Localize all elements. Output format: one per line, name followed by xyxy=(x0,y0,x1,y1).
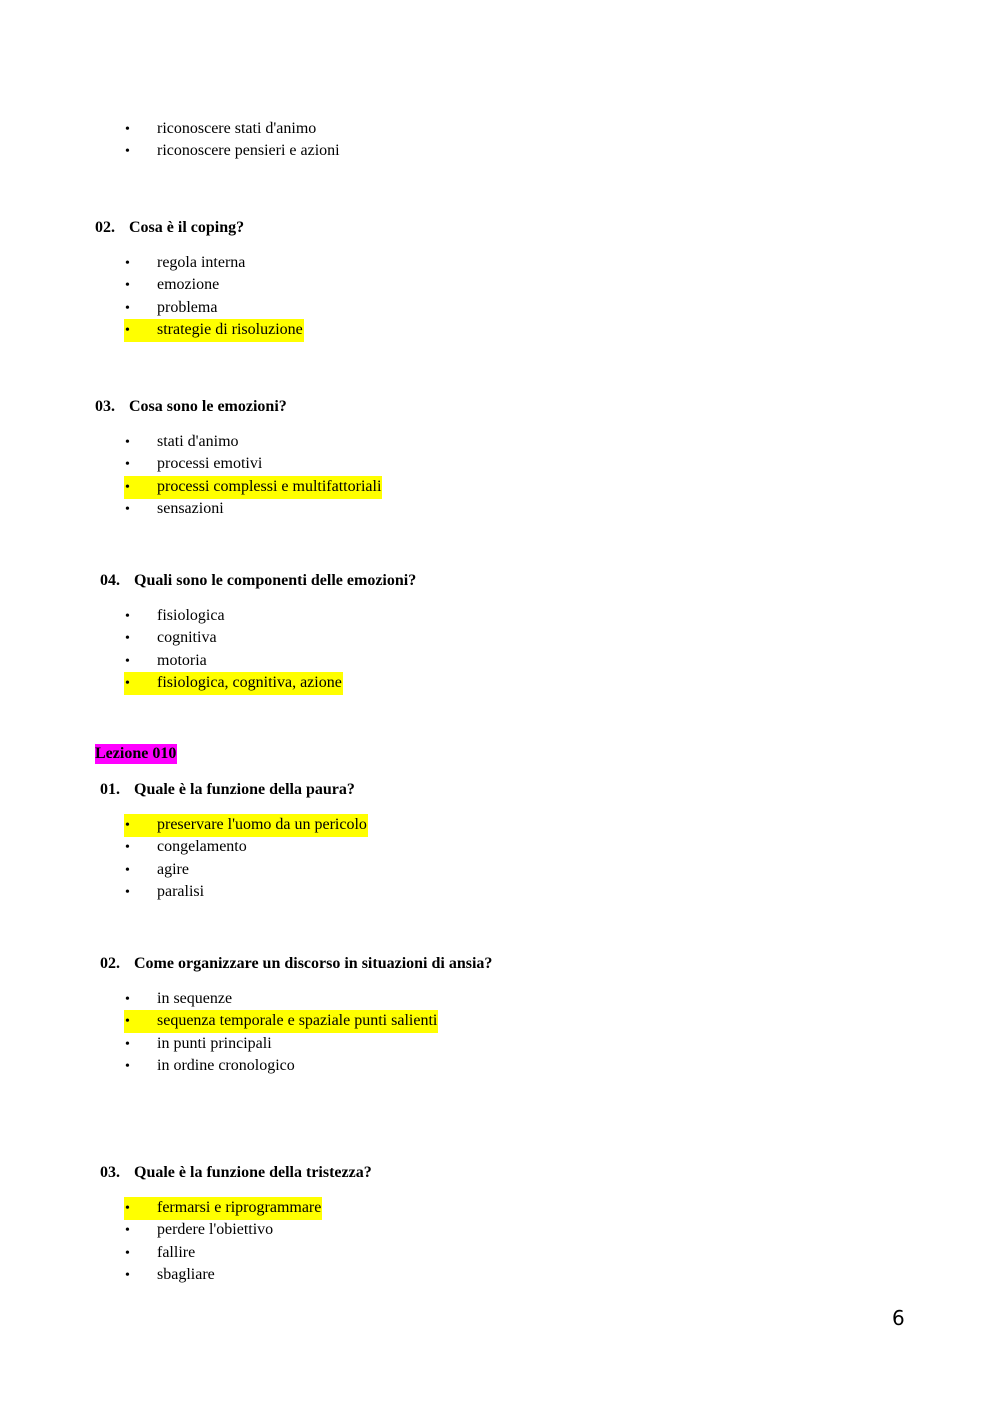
bullet-icon: • xyxy=(125,1223,130,1239)
answer-text: in punti principali xyxy=(157,1034,272,1052)
answer-text: fisiologica, cognitiva, azione xyxy=(157,673,342,691)
bullet-icon: • xyxy=(125,1245,130,1261)
answer-option xyxy=(124,881,368,903)
question-title xyxy=(95,218,244,238)
answer-option xyxy=(124,1055,438,1077)
answer-option xyxy=(124,836,368,858)
answer-text: in sequenze xyxy=(157,990,233,1007)
answer-text: regola interna xyxy=(157,254,246,271)
question-title xyxy=(100,571,416,591)
answer-option-correct xyxy=(124,319,304,341)
answer-option xyxy=(124,627,343,649)
answer-option-correct xyxy=(124,1197,322,1219)
page-number: 6 xyxy=(892,1306,905,1330)
answer-text: problema xyxy=(157,298,218,316)
answer-option xyxy=(124,1264,322,1286)
answer-text: stati d'animo xyxy=(157,433,239,450)
question-number: 01. xyxy=(100,781,120,798)
answer-option xyxy=(124,274,304,296)
answer-text: motoria xyxy=(157,651,207,669)
bullet-icon: • xyxy=(125,300,130,316)
question-text: Come organizzare un discorso in situazioni di ansia? xyxy=(134,955,493,972)
bullet-icon: • xyxy=(125,501,130,517)
bullet-icon: • xyxy=(125,1036,130,1052)
answer-text: sensazioni xyxy=(157,499,224,517)
question-text: Quale è la funzione della tristezza? xyxy=(134,1164,372,1181)
answer-option xyxy=(124,431,382,453)
bullet-icon: • xyxy=(125,457,130,473)
answer-text: congelamento xyxy=(157,838,247,856)
question-text: Quali sono le componenti delle emozioni? xyxy=(134,572,417,589)
question-number: 02. xyxy=(95,219,115,236)
question-number: 03. xyxy=(100,1164,120,1181)
answer-text: emozione xyxy=(157,276,220,294)
bullet-icon: • xyxy=(125,122,130,137)
bullet-icon: • xyxy=(125,653,130,669)
bullet-icon: • xyxy=(125,322,130,338)
answer-text: processi emotivi xyxy=(157,455,263,473)
answer-list xyxy=(124,1197,322,1286)
answer-option-correct xyxy=(124,672,343,694)
bullet-icon: • xyxy=(125,435,130,450)
answer-list xyxy=(124,988,438,1077)
list-item-text: riconoscere pensieri e azioni xyxy=(157,142,340,160)
answer-text: fisiologica xyxy=(157,607,225,624)
answer-option-correct xyxy=(124,476,382,498)
question-text: Quale è la funzione della paura? xyxy=(134,781,355,798)
bullet-icon: • xyxy=(125,479,130,495)
bullet-icon: • xyxy=(125,609,130,624)
answer-text: cognitiva xyxy=(157,629,217,647)
intro-list xyxy=(124,118,341,163)
answer-text: sequenza temporale e spaziale punti salienti xyxy=(157,1012,438,1030)
bullet-icon: • xyxy=(125,256,130,271)
answer-option xyxy=(124,650,343,672)
bullet-icon: • xyxy=(125,631,130,647)
answer-list xyxy=(124,252,304,341)
bullet-icon: • xyxy=(125,144,130,160)
answer-option xyxy=(124,498,382,520)
answer-text: strategie di risoluzione xyxy=(157,320,303,338)
bullet-icon: • xyxy=(125,862,130,878)
list-item xyxy=(124,118,341,140)
answer-text: agire xyxy=(157,860,189,878)
answer-option-correct xyxy=(124,814,368,836)
bullet-icon: • xyxy=(125,1014,130,1030)
answer-text: in ordine cronologico xyxy=(157,1056,295,1074)
answer-list xyxy=(124,814,368,903)
answer-option xyxy=(124,1219,322,1241)
question-text: Cosa sono le emozioni? xyxy=(129,398,287,415)
list-item xyxy=(124,140,341,162)
answer-option xyxy=(124,252,304,274)
bullet-icon: • xyxy=(125,840,130,856)
bullet-icon: • xyxy=(125,818,130,833)
bullet-icon: • xyxy=(125,992,130,1007)
question-number: 02. xyxy=(100,955,120,972)
answer-option xyxy=(124,1033,438,1055)
bullet-icon: • xyxy=(125,1267,130,1283)
bullet-icon: • xyxy=(125,1058,130,1074)
question-title xyxy=(95,397,287,417)
answer-text: processi complessi e multifattoriali xyxy=(157,477,382,495)
question-title xyxy=(100,954,492,974)
question-number: 04. xyxy=(100,572,120,589)
answer-text: fallire xyxy=(157,1243,196,1261)
answer-text: sbagliare xyxy=(157,1265,215,1283)
lesson-heading: Lezione 010 xyxy=(95,745,177,762)
answer-option xyxy=(124,605,343,627)
answer-option xyxy=(124,1242,322,1264)
question-text: Cosa è il coping? xyxy=(129,219,245,236)
answer-text: perdere l'obiettivo xyxy=(157,1221,274,1239)
bullet-icon: • xyxy=(125,884,130,900)
answer-option xyxy=(124,859,368,881)
answer-list xyxy=(124,605,343,694)
bullet-icon: • xyxy=(125,1201,130,1216)
answer-option xyxy=(124,453,382,475)
answer-text: fermarsi e riprogrammare xyxy=(157,1199,322,1216)
bullet-icon: • xyxy=(125,278,130,294)
answer-option-correct xyxy=(124,1010,438,1032)
list-item-text: riconoscere stati d'animo xyxy=(157,120,317,137)
answer-option xyxy=(124,988,438,1010)
answer-text: preservare l'uomo da un pericolo xyxy=(157,816,367,833)
answer-option xyxy=(124,297,304,319)
question-title xyxy=(100,1163,372,1183)
answer-list xyxy=(124,431,382,520)
answer-text: paralisi xyxy=(157,882,205,900)
question-number: 03. xyxy=(95,398,115,415)
question-title xyxy=(100,780,355,800)
bullet-icon: • xyxy=(125,675,130,691)
